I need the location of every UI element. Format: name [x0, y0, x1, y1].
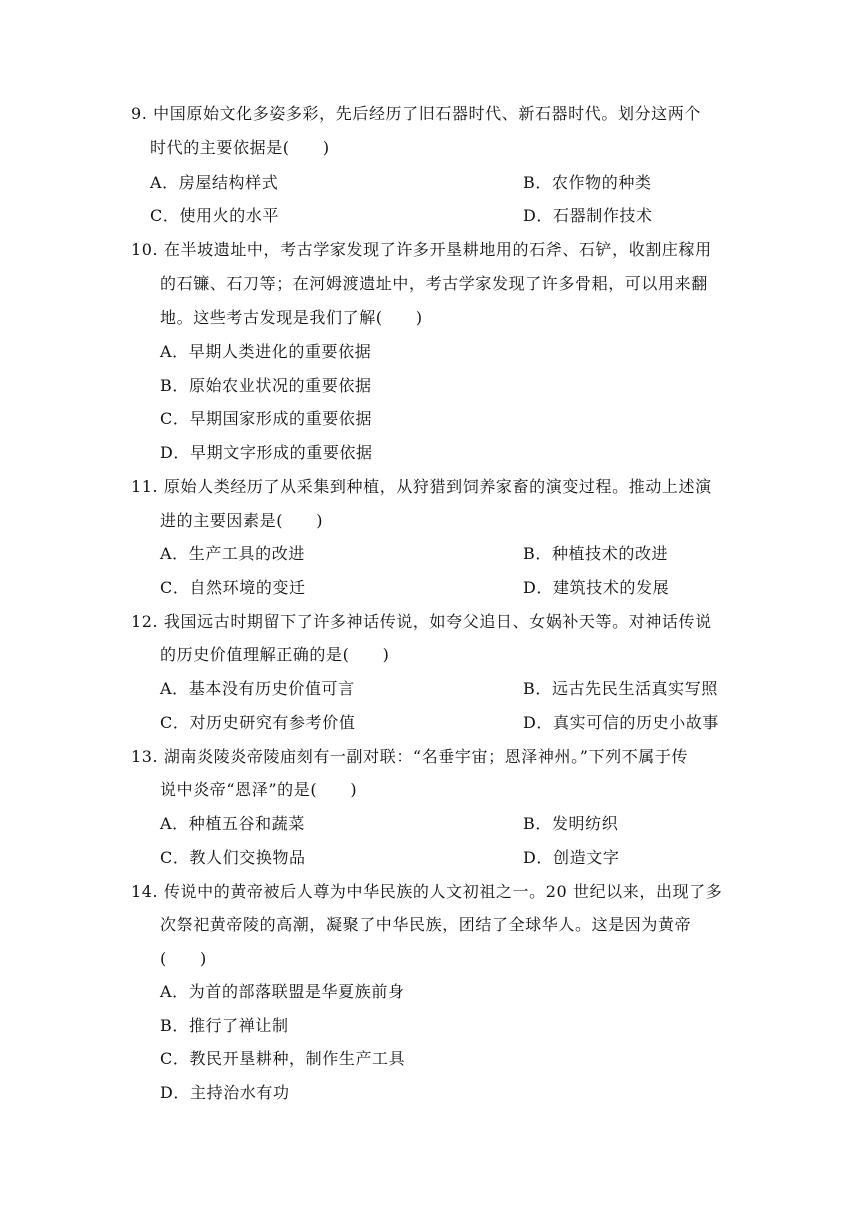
- question-stem-line: 次祭祀黄帝陵的高潮，凝聚了中华民族，团结了全球华人。这是因为黄帝: [160, 915, 692, 934]
- option-d: D．石器制作技术: [523, 206, 653, 225]
- option-a: A．为首的部落联盟是华夏族前身: [160, 982, 405, 1001]
- option-a: A．早期人类进化的重要依据: [160, 342, 372, 361]
- question-stem-line: 说中炎帝“恩泽”的是( ): [160, 780, 358, 799]
- option-c: C．早期国家形成的重要依据: [160, 409, 373, 428]
- option-c: C．教民开垦耕种，制作生产工具: [160, 1049, 406, 1068]
- question-stem-line: 12. 我国远古时期留下了许多神话传说，如夸父追日、女娲补天等。对神话传说: [131, 612, 712, 631]
- option-c: C．教人们交换物品: [160, 848, 306, 867]
- option-d: D．主持治水有功: [160, 1083, 290, 1102]
- option-b: B．发明纺织: [523, 814, 619, 833]
- option-d: D．早期文字形成的重要依据: [160, 443, 373, 462]
- question-stem-line: 14. 传说中的黄帝被后人尊为中华民族的人文初祖之一。20 世纪以来，出现了多: [131, 882, 723, 901]
- option-a: A．种植五谷和蔬菜: [160, 814, 305, 833]
- option-b: B．推行了禅让制: [160, 1016, 289, 1035]
- question-stem-line: 10. 在半坡遗址中，考古学家发现了许多开垦耕地用的石斧、石铲，收割庄稼用: [131, 240, 712, 259]
- option-d: D．建筑技术的发展: [523, 578, 670, 597]
- option-a: A．房屋结构样式: [150, 173, 279, 192]
- option-b: B．农作物的种类: [523, 173, 652, 192]
- option-b: B．远古先民生活真实写照: [523, 679, 718, 698]
- question-stem-line: 的石镰、石刀等；在河姆渡遗址中，考古学家发现了许多骨耜，可以用来翻: [160, 274, 708, 293]
- question-stem-line: 9. 中国原始文化多姿多彩，先后经历了旧石器时代、新石器时代。划分这两个: [131, 104, 701, 123]
- option-c: C．对历史研究有参考价值: [160, 713, 356, 732]
- option-a: A．生产工具的改进: [160, 544, 305, 563]
- question-stem-line: 11. 原始人类经历了从采集到种植，从狩猎到饲养家畜的演变过程。推动上述演: [131, 477, 712, 496]
- question-stem-line: 13. 湖南炎陵炎帝陵庙刻有一副对联：“名垂宇宙；恩泽神州。”下列不属于传: [131, 747, 689, 766]
- option-b: B．种植技术的改进: [523, 544, 669, 563]
- question-stem-line: 进的主要因素是( ): [160, 511, 324, 530]
- option-d: D．真实可信的历史小故事: [523, 713, 720, 732]
- option-c: C．自然环境的变迁: [160, 578, 306, 597]
- option-d: D．创造文字: [523, 848, 620, 867]
- question-stem-line: 的历史价值理解正确的是( ): [160, 645, 390, 664]
- option-c: C．使用火的水平: [150, 206, 280, 225]
- question-stem-line: ( ): [160, 949, 207, 968]
- option-a: A．基本没有历史价值可言: [160, 679, 355, 698]
- question-stem-line: 时代的主要依据是( ): [150, 138, 330, 157]
- option-b: B．原始农业状况的重要依据: [160, 376, 372, 395]
- question-stem-line: 地。这些考古发现是我们了解( ): [160, 308, 423, 327]
